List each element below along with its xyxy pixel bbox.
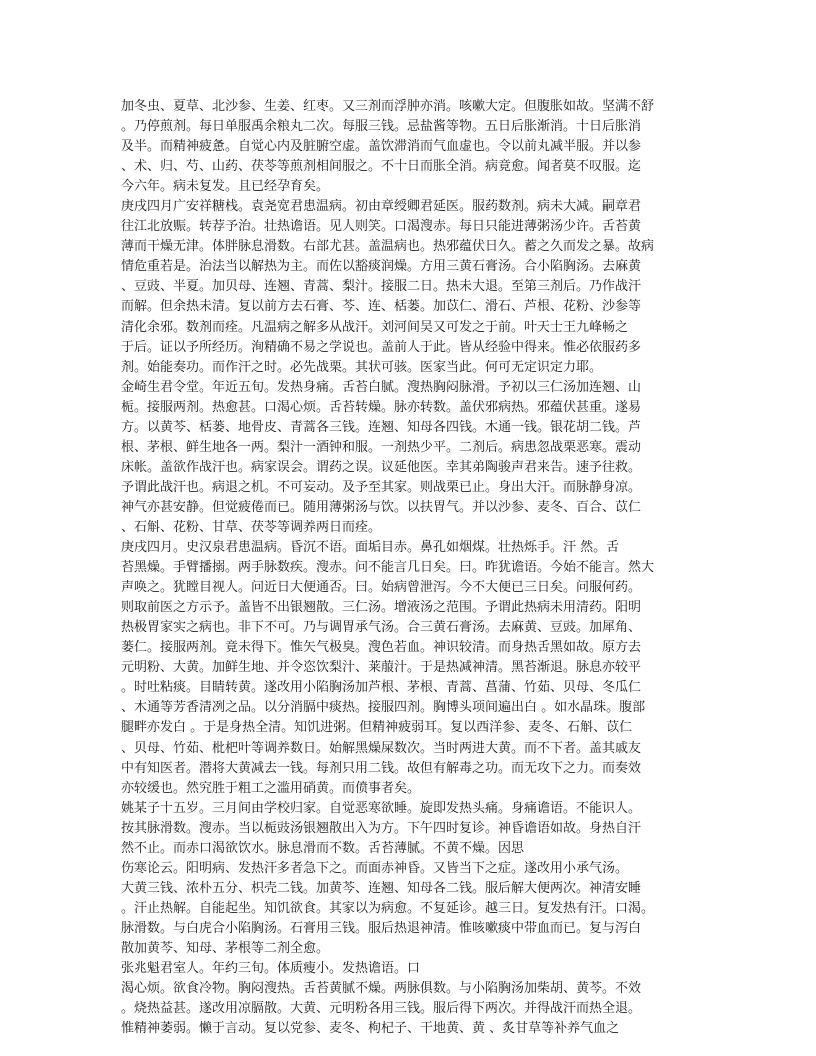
text-line: 栀。接服两剂。热愈甚。口渴心烦。舌苔转燥。脉亦转数。盖伏邪病热。邪蕴伏甚重。遂易: [121, 399, 642, 415]
text-line: 清化余邪。数剂而痊。凡温病之解多从战汗。刘河间吴又可发之于前。叶天士王九峰畅之: [121, 319, 629, 335]
text-line: 脉滑数。与白虎合小陷胸汤。石膏用三钱。服后热退神清。惟咳嗽痰中带血而已。复与泻白: [121, 920, 642, 936]
text-line: 剂。始能奏功。而作汗之时。必先战栗。其状可骇。医家当此。何可无定识定力耶。: [121, 359, 603, 375]
text-line: 热极胃家实之病也。非下不可。乃与调胃承气汤。合三黄石膏汤。去麻黄、豆豉。加犀角、: [121, 620, 642, 636]
text-line: 。烧热益甚。遂改用凉膈散。大黄、元明粉各用三钱。服后得下两次。并得战汗而热全退。: [121, 1001, 642, 1017]
text-line: 及半。而精神疲惫。自觉心内及脏腑空虚。盖饮滞消而气血虚也。令以前丸减半服。并以参: [121, 139, 642, 155]
text-line: 根、茅根、鲜生地各一两。梨汁一酒钟和服。一剂热少平。二剂后。病患忽战栗恶寒。震动: [121, 439, 642, 455]
text-line: 则取前医之方示予。盖皆不出银翘散。三仁汤。增液汤之范围。予谓此热病未用清药。阳明: [121, 600, 642, 616]
text-line: 中有知医者。潜将大黄减去一钱。每剂只用二钱。故但有解毒之功。而无攻下之力。而奏效: [121, 760, 642, 776]
text-line: 薄而干燥无津。体胖脉息滑数。右部尤甚。盖温病也。热邪蕴伏日久。蓄之久而发之暴。故病: [121, 239, 655, 255]
text-line: 。汗止热解。自能起坐。知饥欲食。其家以为病愈。不复延诊。越三日。复发热有汗。口渴。: [121, 900, 655, 916]
text-line: 、豆豉、半夏。加贝母、连翘、青蒿、梨汁。接服二日。热未大退。至第三剂后。乃作战汗: [121, 279, 642, 295]
text-line: 庚戌四月。史汉泉君患温病。昏沉不语。面垢目赤。鼻孔如烟煤。壮热烁手。汗 然。舌: [121, 540, 620, 556]
text-line: 散加黄芩、知母、茅根等二剂全愈。: [121, 940, 330, 956]
text-line: 、石斛、花粉、甘草、茯苓等调养两日而痊。: [121, 519, 382, 535]
text-line: 情危重若是。治法当以解热为主。而佐以豁痰润燥。方用三黄石膏汤。合小陷胸汤。去麻黄: [121, 259, 642, 275]
text-line: 苔黑燥。手臂播搦。两手脉数疾。溲赤。问不能言几日矣。曰。昨犹谵语。今始不能言。然大: [121, 560, 655, 576]
text-line: 。乃停煎剂。每日单服禹余粮丸二次。每服三钱。忌盐酱等物。五日后胀渐消。十日后胀消: [121, 119, 642, 135]
text-line: 、木通等芳香清冽之品。以分消膈中痰热。接服四剂。胸博头项间遍出白 。如水晶珠。腹部: [121, 700, 646, 716]
text-line: 于后。证以予所经历。洵精确不易之学说也。盖前人于此。皆从经验中得来。惟必依服药多: [121, 339, 642, 355]
text-line: 然不止。而赤口渴欲饮水。脉息滑而不数。舌苔薄腻。不黄不燥。因思: [121, 840, 525, 856]
document-body: [121, 97, 701, 1039]
text-line: 亦较缓也。然究胜于粗工之滥用硝黄。而偾事者矣。: [121, 780, 421, 796]
text-line: 加冬虫、夏草、北沙参、生姜、红枣。又三剂而浮肿亦消。咳嗽大定。但腹胀如故。坚满不舒: [121, 99, 655, 114]
text-line: 姚某子十五岁。三月间由学校归家。自觉恶寒欲睡。旋即发热头痛。身痛谵语。不能识人。: [121, 800, 642, 816]
text-line: 、术、归、芍、山药、茯苓等煎剂相间服之。不十日而胀全消。病竟愈。闻者莫不叹服。迄: [121, 159, 642, 175]
text-line: 而解。但余热未清。复以前方去石膏、芩、连、栝蒌。加苡仁、滑石、芦根、花粉、沙参等: [121, 299, 642, 315]
text-line: 往江北放赈。转荐予治。壮热谵语。见人则笑。口渴溲赤。每日只能进薄粥汤少许。舌苔黄: [121, 219, 642, 235]
text-line: 渴心烦。欲食冷物。胸闷溲热。舌苔黄腻不燥。两脉俱数。与小陷胸汤加柴胡、黄芩。不效: [121, 981, 642, 997]
text-line: 按其脉滑数。溲赤。当以栀豉汤银翘散出入为方。下午四时复诊。神昏谵语如故。身热自汗: [121, 820, 642, 836]
text-line: 金崎生君令堂。年近五旬。发热身痛。舌苔白腻。溲热胸闷脉滑。予初以三仁汤加连翘、山: [121, 379, 642, 395]
text-line: 声唤之。犹瞠目视人。问近日大便通否。曰。始病曾泄泻。今不大便已三日矣。问服何药。: [121, 580, 642, 596]
text-line: 予谓此战汗也。病退之机。不可妄动。及予至其家。则战栗已止。身出大汗。而脉静身凉。: [121, 479, 642, 495]
text-line: 庚戌四月广安祥糖栈。袁尧宽君患温病。初由章绶卿君延医。服药数剂。病未大减。嗣章君: [121, 199, 642, 215]
text-line: 床帐。盖欲作战汗也。病家误会。谓药之误。议延他医。幸其弟陶骏声君来告。速予往救。: [121, 459, 642, 475]
text-line: 。时吐粘痰。目睛转黄。遂改用小陷胸汤加芦根、茅根、青蒿、菖蒲、竹茹、贝母、冬瓜仁: [121, 680, 642, 696]
text-line: 方。以黄芩、栝蒌、地骨皮、青蒿各三钱。连翘、知母各四钱。木通一钱。银花胡二钱。芦: [121, 419, 642, 435]
text-line: 腿畔亦发白 。于是身热全清。知饥进粥。但精神疲弱耳。复以西洋参、麦冬、石斛、苡仁: [121, 720, 633, 736]
text-line: 蒌仁。接服两剂。竟未得下。惟矢气极臭。溲色若血。神识较清。而身热舌黑如故。原方去: [121, 640, 642, 656]
text-line: 惟精神萎弱。懒于言动。复以党参、麦冬、枸杞子、干地黄、黄 、炙甘草等补养气血之: [121, 1021, 620, 1037]
text-line: 伤寒论云。阳明病、发热汗多者急下之。而面赤神昏。又皆当下之症。遂改用小承气汤。: [121, 860, 629, 876]
text-line: 今六年。病未复发。且已经孕育矣。: [121, 179, 330, 195]
text-line: 、贝母、竹茹、枇杷叶等调养数日。始解黑燥屎数次。当时两进大黄。而不下者。盖其戚友: [121, 740, 642, 756]
text-line: 神气亦甚安静。但觉疲倦而已。随用薄粥汤与饮。以扶胃气。并以沙参、麦冬、百合、苡仁: [121, 499, 642, 515]
text-line: 元明粉、大黄。加鲜生地、并令恣饮梨汁、莱菔汁。于是热减神清。黑苔渐退。脉息亦较平: [121, 660, 642, 676]
text-line: 大黄三钱、浓朴五分、枳壳二钱。加黄芩、连翘、知母各二钱。服后解大便两次。神清安睡: [121, 880, 642, 896]
text-line: 张兆魁君室人。年约三旬。体质瘦小。发热谵语。口: [121, 961, 421, 977]
